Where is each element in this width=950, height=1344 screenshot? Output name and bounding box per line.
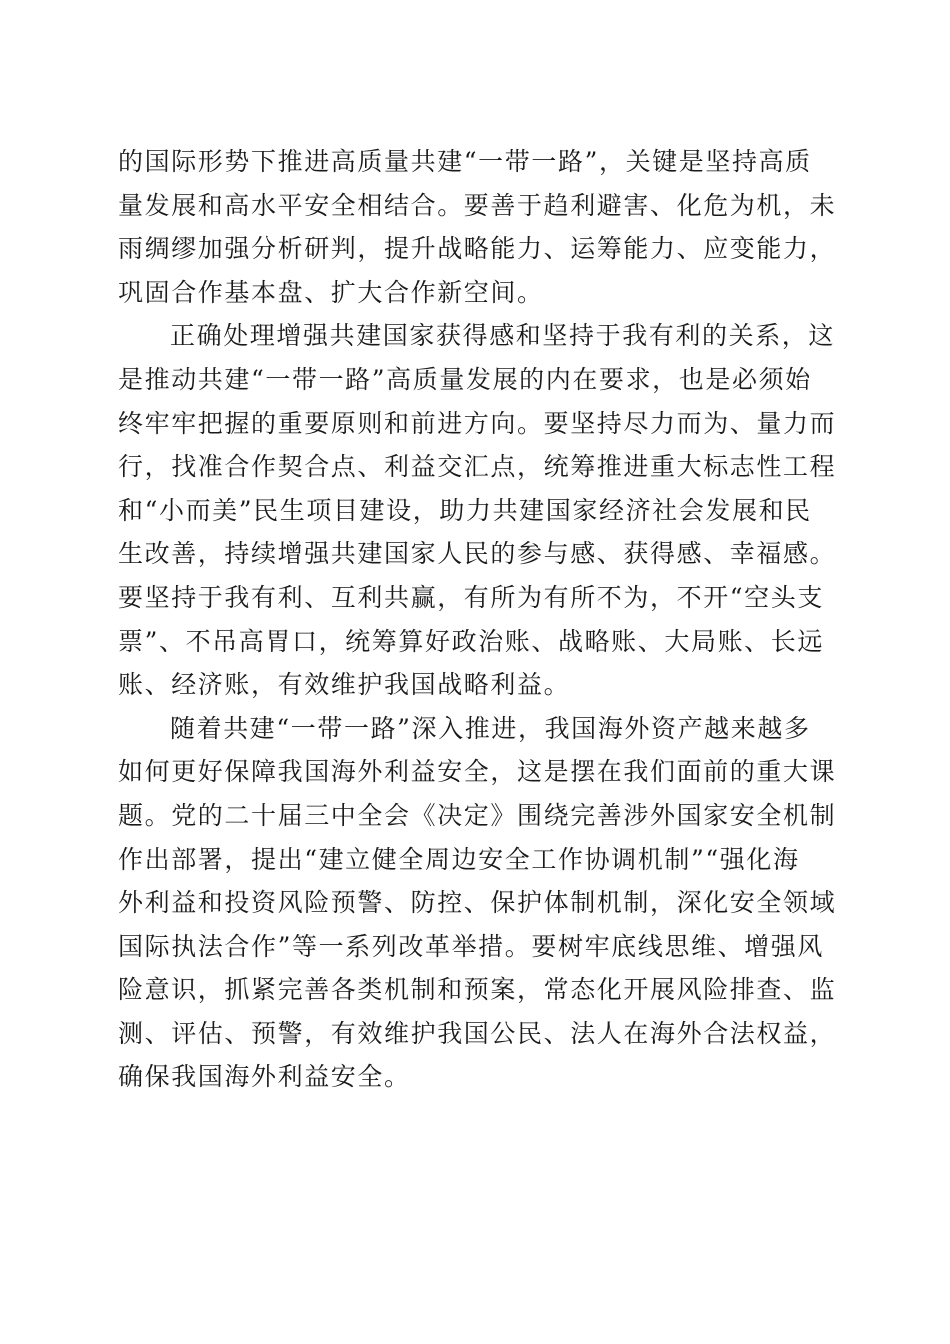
text-line: 雨绸缪加强分析研判，提升战略能力、运筹能力、应变能力，	[118, 234, 837, 264]
text-line: 行，找准合作契合点、利益交汇点，统筹推进重大标志性工程	[118, 452, 837, 482]
text-line: 要坚持于我有利、互利共赢，有所为有所不为，不开“空头支	[118, 582, 824, 612]
paragraph-3	[118, 707, 837, 1099]
document-body	[118, 140, 837, 1099]
text-line: 外利益和投资风险预警、防控、保护体制机制，深化安全领域	[118, 888, 837, 918]
text-line: 是推动共建“一带一路”高质量发展的内在要求，也是必须始	[118, 364, 812, 394]
text-line: 生改善，持续增强共建国家人民的参与感、获得感、幸福感。	[118, 539, 837, 569]
text-line: 险意识，抓紧完善各类机制和预案，常态化开展风险排查、监	[118, 975, 837, 1005]
text-line: 如何更好保障我国海外利益安全，这是摆在我们面前的重大课	[118, 757, 837, 787]
text-line: 随着共建“一带一路”深入推进，我国海外资产越来越多	[170, 713, 811, 743]
text-line: 量发展和高水平安全相结合。要善于趋利避害、化危为机，未	[118, 190, 837, 220]
text-line: 正确处理增强共建国家获得感和坚持于我有利的关系，这	[170, 321, 836, 351]
paragraph-2	[118, 314, 837, 706]
text-line: 作出部署，提出“建立健全周边安全工作协调机制”“强化海	[118, 844, 800, 874]
text-line: 的国际形势下推进高质量共建“一带一路”，关键是坚持高质	[118, 147, 812, 176]
text-line: 巩固合作基本盘、扩大合作新空间。	[118, 277, 544, 307]
text-line: 测、评估、预警，有效维护我国公民、法人在海外合法权益，	[118, 1018, 837, 1048]
paragraph-1	[118, 140, 837, 314]
text-line: 票”、不吊高胃口，统筹算好政治账、战略账、大局账、长远	[118, 626, 824, 656]
text-line: 题。党的二十届三中全会《决定》围绕完善涉外国家安全机制	[118, 800, 837, 830]
text-line: 确保我国海外利益安全。	[118, 1062, 411, 1092]
text-line: 和“小而美”民生项目建设，助力共建国家经济社会发展和民	[118, 495, 812, 525]
text-line: 终牢牢把握的重要原则和前进方向。要坚持尽力而为、量力而	[118, 408, 837, 438]
text-line: 国际执法合作”等一系列改革举措。要树牢底线思维、增强风	[118, 931, 824, 961]
text-line: 账、经济账，有效维护我国战略利益。	[118, 670, 571, 700]
